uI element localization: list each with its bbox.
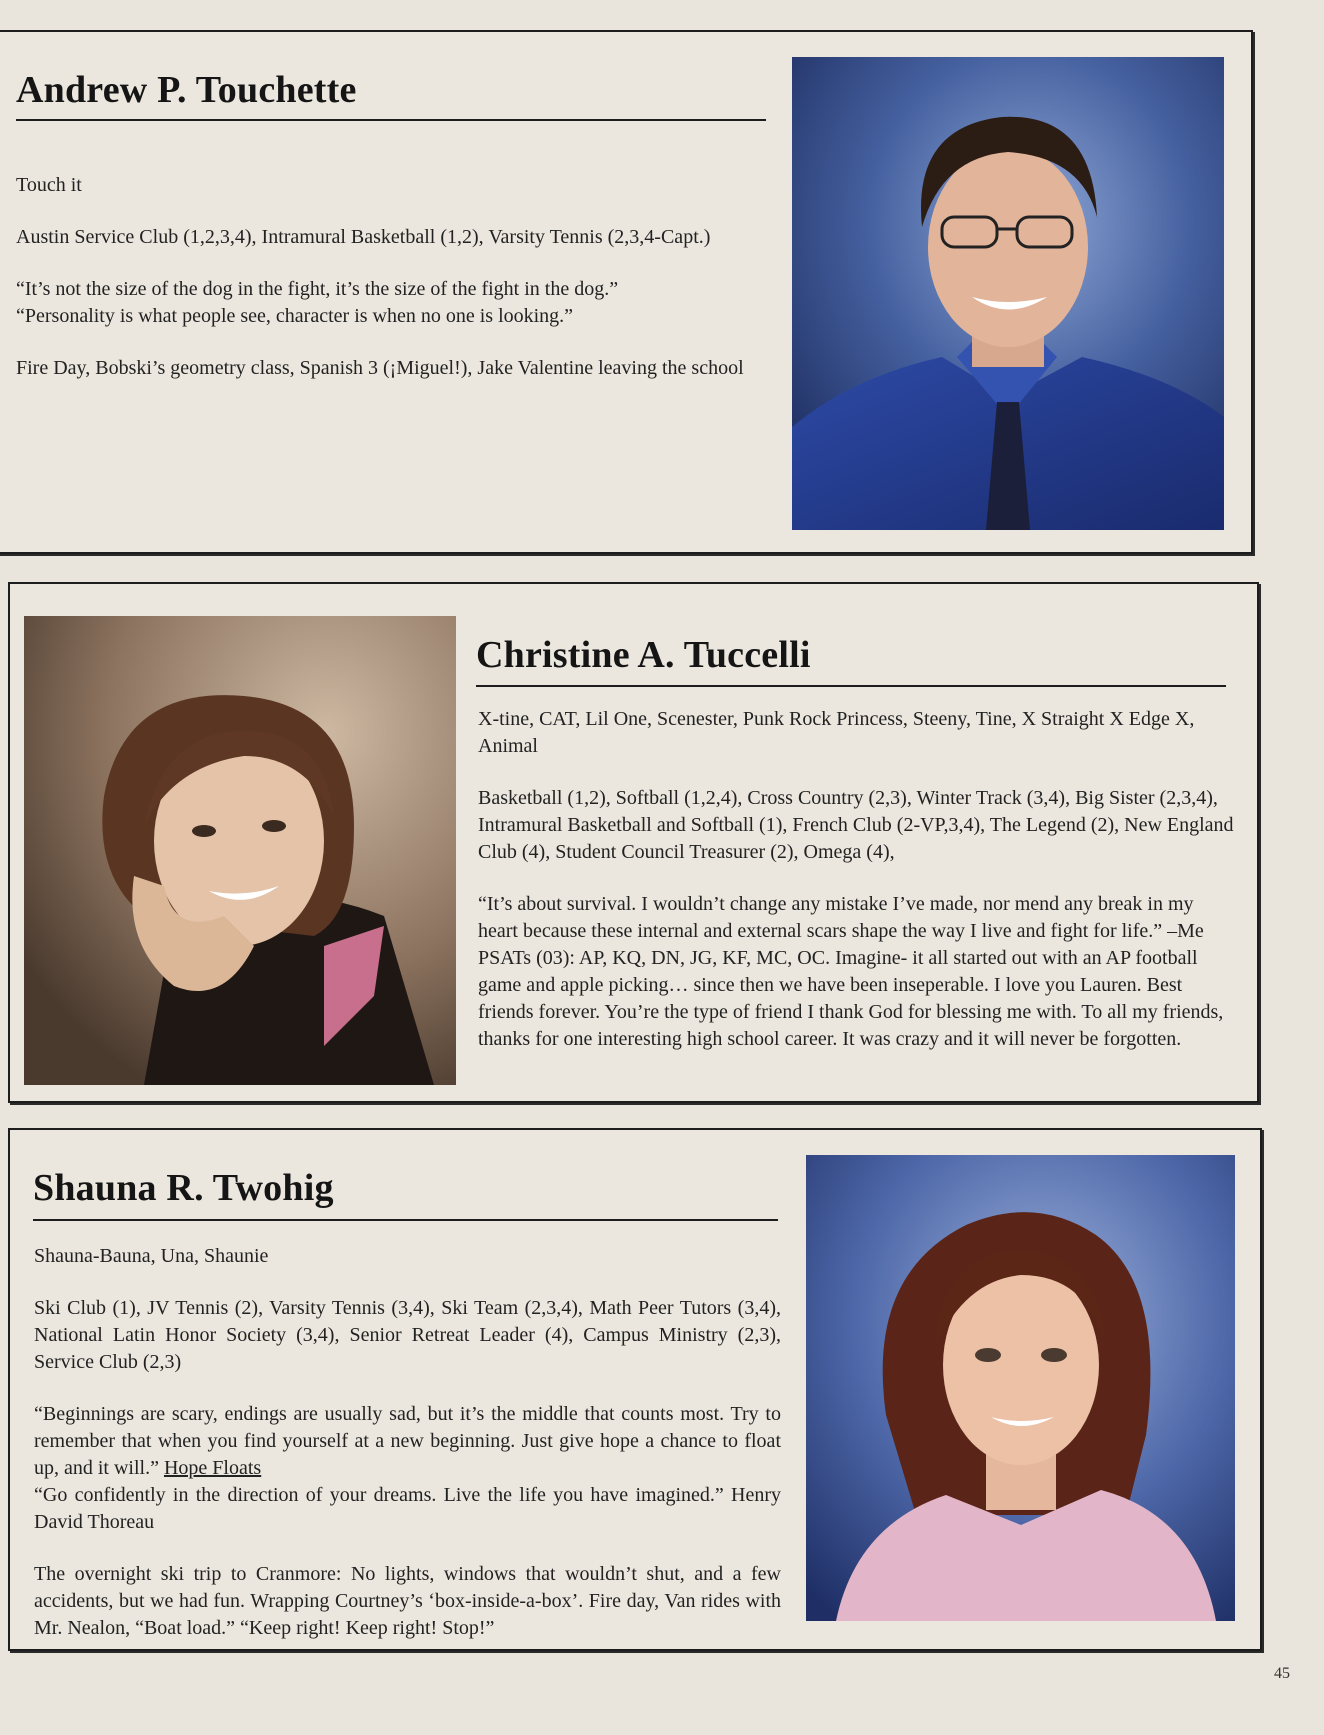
activities: Basketball (1,2), Softball (1,2,4), Cross Country (2,3), Winter Track (3,4), Big Sister (2,3,4), Intramural Basketball and Softball (1), French Club (2-VP,3,4), The Legend (2), New England Club (4), Student Council Treasurer (2), Omega (4), [478,787,1234,863]
quote-text: “Beginnings are scary, endings are usually sad, but it’s the middle that counts most. Try to remember that when you find yourself at a new beginning. Just give hope a chance to float up, and it will.” [34,1403,781,1479]
student-bio [478,706,1234,1053]
student-name: Christine A. Tuccelli [476,634,811,676]
memories: Fire Day, Bobski’s geometry class, Spanish 3 (¡Miguel!), Jake Valentine leaving the school [16,357,744,379]
memories: The overnight ski trip to Cranmore: No lights, windows that wouldn’t shut, and a few accidents, but we had fun. Wrapping Courtney’s ‘box-inside-a-box’. Fire day, Van rides with Mr. Nealon, “Boat load.” “Keep right! Keep right! Stop!” [34,1563,781,1639]
quote [34,1401,781,1482]
student-name: Andrew P. Touchette [16,69,357,111]
portrait-photo [24,616,456,1085]
quote: “It’s about survival. I wouldn’t change any mistake I’ve made, nor mend any break in my heart because these internal and external scars shape the way I live and fight for life.” –Me [478,893,1204,942]
nicknames: Shauna-Bauna, Una, Shaunie [34,1245,269,1267]
student-bio [16,172,756,382]
nicknames: X-tine, CAT, Lil One, Scenester, Punk Rock Princess, Steeny, Tine, X Straight X Edge X, Animal [478,708,1195,757]
activities: Ski Club (1), JV Tennis (2), Varsity Tennis (3,4), Ski Team (2,3,4), Math Peer Tutors (3,4), National Latin Honor Society (3,4), Senior Retreat Leader (4), Campus Ministry (2,3), Service Club (2,3) [34,1297,781,1373]
name-underline [476,685,1226,687]
nicknames: Touch it [16,174,82,196]
portrait-photo [792,57,1224,530]
name-underline [16,119,766,121]
portrait-photo [806,1155,1235,1621]
student-name: Shauna R. Twohig [33,1167,334,1209]
quote: “Personality is what people see, character is when no one is looking.” [16,305,574,327]
activities: Austin Service Club (1,2,3,4), Intramural Basketball (1,2), Varsity Tennis (2,3,4-Capt.) [16,226,711,248]
quote-source: Hope Floats [163,1457,262,1479]
quote: “It’s not the size of the dog in the fight, it’s the size of the fight in the dog.” [16,278,619,300]
student-bio [34,1243,781,1642]
message: PSATs (03): AP, KQ, DN, JG, KF, MC, OC. Imagine- it all started out with an AP football game and apple picking… since then we have been inseperable. I love you Lauren. Best friends forever. You’re the type of friend I thank God for blessing me with. To all my friends, thanks for one interesting high school career. It was crazy and it will never be forgotten. [478,947,1224,1050]
page-number: 45 [1274,1665,1290,1682]
name-underline [33,1219,778,1221]
quote: “Go confidently in the direction of your dreams. Live the life you have imagined.” Henry David Thoreau [34,1484,781,1533]
